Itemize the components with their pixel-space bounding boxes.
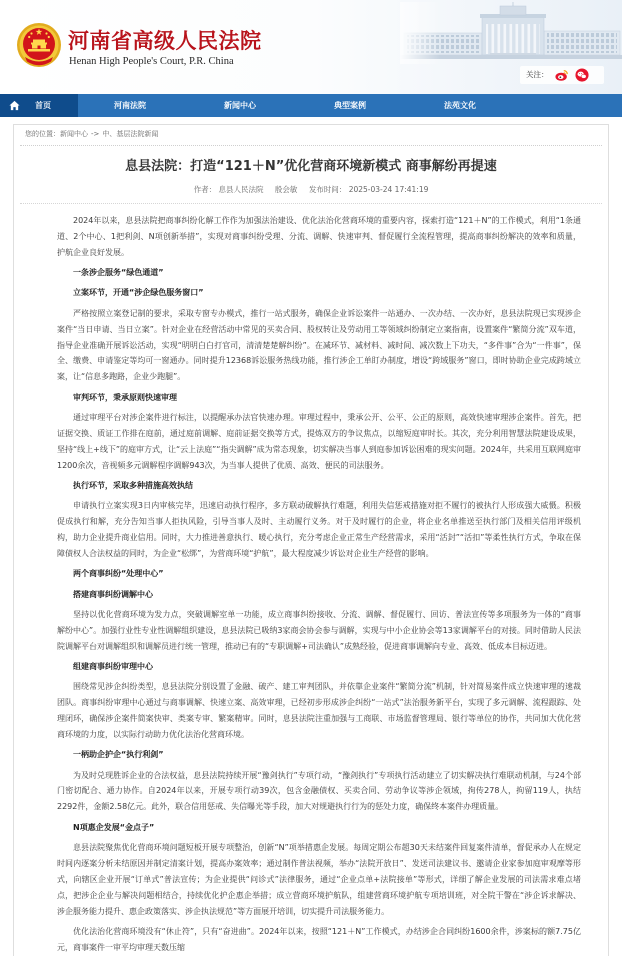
article-paragraph: 坚持以优化营商环境为发力点，突破调解室单一功能，成立商事纠纷接收、分流、调解、督促履行、回访、普法宣传等多项服务为一体的“商事解纷中心”。加强行业性专业性调解组织建设，息县法院已吸纳3家商会协会参与调解，实现与中小企业协会等13家调解平台的对接。同时借助人民法院调解平台对调解组织和调解员进行统一管理，推动已有的“专职调解+司法确认”成熟经验，促进商事调解向专业、高效、低成本目标迈进。 xyxy=(57,609,581,651)
site-header xyxy=(0,0,622,94)
meta-divider xyxy=(20,203,602,204)
article-title: 息县法院：打造“121＋N”优化营商环境新模式 商事解纷再提速 xyxy=(125,159,497,174)
publish-time: 2025-03-24 17:41:19 xyxy=(348,185,429,194)
breadcrumb xyxy=(25,129,158,139)
author-label: 作者： xyxy=(193,185,217,194)
breadcrumb-link-local-court-news[interactable]: 中、基层法院新闻 xyxy=(102,130,159,138)
nav-item-news-center[interactable]: 新闻中心 xyxy=(224,101,256,110)
nav-item-court-culture[interactable]: 法苑文化 xyxy=(444,101,476,110)
section-heading: 一条涉企服务“绿色通道” xyxy=(73,268,164,278)
section-subheading: 执行环节，采取多种措施高效执结 xyxy=(73,480,193,490)
nav-item-henan-courts[interactable]: 河南法院 xyxy=(114,101,146,110)
article-body xyxy=(57,213,581,956)
site-subtitle: Henan High People's Court, P.R. China xyxy=(69,56,234,67)
nav-item-label: 首页 xyxy=(35,101,51,110)
section-heading: 一柄助企护企“执行利剑” xyxy=(73,750,164,760)
author-org: 息县人民法院 xyxy=(218,185,264,194)
weibo-icon[interactable] xyxy=(555,68,569,82)
follow-bar xyxy=(520,66,604,84)
article-paragraph: 息县法院聚焦优化营商环境问题短板开展专项整治，创新“N”项举措惠企发展。每周定期公布超30天未结案件回复案件清单，督促承办人在规定时间内逐案分析未结原因并制定清案计划，提高办案效率；通过制作普法视频，举办“法院开放日”、发送司法建议书、邀请企业家参加庭审观摩等形式，向辖区企业开展“订单式”普法宣传；为企业提供“问诊式”法律服务，通过“企业点单+法院接单”等形式，详细了解企业发展的司法需求难点堵点，把涉企企业与解决问题相结合，持续优化护企惠企举措；成立营商环境护航队，组建营商环境护航专项培训班，对全院干警在“涉企诉求解决、涉企服务能力提升、惠企政策落实、涉企执法规范”等方面展开培训，切实提升司法服务能力。 xyxy=(57,842,581,916)
article-paragraph: 申请执行立案实现3日内审核完毕，迅速启动执行程序，多方联动破解执行难题，利用失信惩戒措施对拒不履行的被执行人形成强大威慑。积极促成执行和解，充分告知当事人拒执风险，引导当事人及时、主动履行义务。对于及时履行的企业，将企业名单推送至执行部门及相关信用评级机构，助力企业提升商业信用。同时，大力推进善意执行、暖心执行，充分考虑企业正常生产经营需求，采用“活封”“活扣”等柔性执行方式，争取在保障债权人合法权益的同时，为企业“松绑”，为营商环境“护航”，最大程度减少诉讼对企业生产经营的影响。 xyxy=(57,501,581,558)
publish-time-label: 发布时间： xyxy=(308,185,347,194)
section-subheading: 立案环节，开通“涉企绿色服务窗口” xyxy=(73,288,204,298)
breadcrumb-divider xyxy=(20,145,602,146)
breadcrumb-link-news-center[interactable]: 新闻中心 xyxy=(60,130,88,138)
article-paragraph: 优化法治化营商环境没有“休止符”，只有“奋进曲”。2024年以来，按照“121＋N”工作模式，办结涉企合同纠纷1600余件，涉案标的额7.75亿元，商事案件一审平均审理天数压缩 xyxy=(57,926,581,952)
follow-label: 关注： xyxy=(526,70,549,79)
site-title: 河南省高级人民法院 xyxy=(68,28,262,53)
article-paragraph: 严格按照立案登记制的要求，采取专窗专办模式，推行一站式服务，确保企业诉讼案件一站通办、一次办结、一次办好，息县法院现已实现涉企案件“当日申请、当日立案”。针对企业在经营活动中常见的买卖合同、股权转让及劳动用工等领域纠纷制定立案指南，设置案件“繁简分流”双车道，指导企业准确开展诉讼活动，实现“明明白白打官司，清清楚楚解纠纷”。在减环节、减材料、减时间、减次数上下功夫，“多件事”合为“一件事”，保全、缴费、申请鉴定等均可一窗通办。同时提升12368诉讼服务热线功能，推行涉企工单盯办制度，增设“跨域服务”窗口，即时协助企业完成跨域立案，让“信息多跑路，企业少跑腿”。 xyxy=(57,308,581,382)
article-paragraph: 围绕常见涉企纠纷类型，息县法院分别设置了金融、破产、建工审判团队，并依靠企业案件“繁简分流”机制，针对简易案件成立快速审理的速裁团队。商事纠纷审理中心通过与商事调解、快速立案、高效审理，已经初步形成涉企纠纷“一站式”法治服务新平台，实现了多元调解、流程跟踪、处理闭环，确保涉企案件简案快审、类案专审、繁案精审。同时，息县法院注重加强与工商联、市场监督管理局、银行等单位的协作，共同加大优化营商环境的力度，以实际行动助力优化法治化营商环境。 xyxy=(57,682,581,739)
section-heading: 两个商事纠纷“处理中心” xyxy=(73,569,164,579)
home-icon xyxy=(9,100,20,111)
content-panel xyxy=(13,124,609,956)
section-subheading: 搭建商事纠纷调解中心 xyxy=(73,589,153,599)
breadcrumb-prefix: 您的位置： xyxy=(25,130,60,138)
nav-item-typical-cases[interactable]: 典型案例 xyxy=(334,101,366,110)
breadcrumb-separator: -> xyxy=(91,130,100,138)
court-emblem-icon[interactable] xyxy=(16,22,62,68)
main-nav xyxy=(0,94,622,117)
article-paragraph: 为及时兑现胜诉企业的合法权益，息县法院持续开展“豫剑执行”专项行动，“豫剑执行”专项执行活动建立了切实解决执行难联动机制，与24个部门密切配合、通力协作。自2024年以来，开展专项行动39次，包含金融债权、买卖合同、劳动争议等涉企领域，拘传278人，拘留119人，执结2292件，金额2.58亿元。此外，联合信用惩戒、失信曝光等手段，加大对规避执行行为的惩处力度，确保终本案件办理质量。 xyxy=(57,770,581,812)
nav-item-home[interactable] xyxy=(0,94,78,117)
section-subheading: 审判环节，秉承原则快速审理 xyxy=(73,392,177,402)
court-building-image xyxy=(400,2,622,64)
article-meta xyxy=(14,184,608,196)
section-subheading: 组建商事纠纷审理中心 xyxy=(73,661,153,671)
author-name: 殷会敏 xyxy=(274,185,298,194)
article-paragraph: 通过审理平台对涉企案件进行标注，以提醒承办法官快速办理。审理过程中，秉承公开、公平、公正的原则，高效快速审理涉企案件。首先，把证据交换、质证工作排在庭前，通过庭前调解、庭前证据交换等方式，提炼双方的争议焦点，以缩短庭审时长。其次，充分利用智慧法院建设成果，坚持“线上+线下”的庭审方式，让“云上法庭”“指尖调解”成为常态现象，切实解决当事人到庭参加诉讼困难的现实问题。2024年，共采用互联网庭审1200余次，音视频多元调解程序调解943次，为当事人提供了优质、高效、便民的司法服务。 xyxy=(57,412,581,470)
wechat-icon[interactable] xyxy=(575,68,589,82)
article-paragraph: 2024年以来，息县法院把商事纠纷化解工作作为加强法治建设、优化法治化营商环境的重要内容，探索打造“121＋N”的工作模式，利用“1条通道、2个中心、1把利剑、N项创新举措”，实现对商事纠纷受理、分流、调解、快速审判、督促履行全流程管理，提高商事纠纷解决的效率和质量，护航企业良好发展。 xyxy=(57,216,581,257)
section-heading: N项惠企发展“金点子” xyxy=(73,822,155,832)
